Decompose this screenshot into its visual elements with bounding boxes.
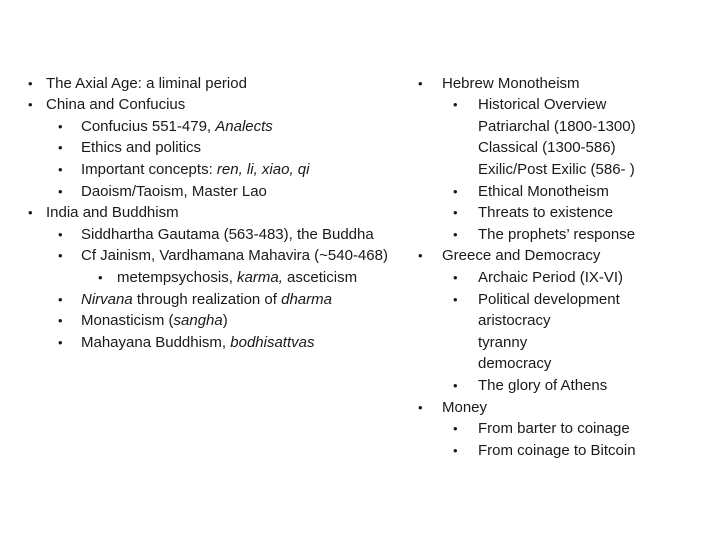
text-segment: The glory of Athens bbox=[478, 376, 608, 394]
text-segment: From coinage to Bitcoin bbox=[478, 441, 636, 459]
outline-line bbox=[478, 418, 630, 440]
bullet-marker: • bbox=[58, 334, 63, 350]
bullet-marker: • bbox=[453, 97, 458, 113]
text-segment: Historical Overview bbox=[478, 96, 607, 114]
text-segment: Mahayana Buddhism, bbox=[81, 333, 231, 351]
bullet-marker: • bbox=[98, 269, 103, 285]
outline-line bbox=[478, 94, 606, 116]
text-segment: metempsychosis, bbox=[117, 268, 238, 286]
italic-term: Nirvana bbox=[81, 290, 133, 308]
bullet-marker: • bbox=[418, 399, 423, 415]
outline-line bbox=[478, 353, 551, 375]
text-segment: Classical (1300-586) bbox=[478, 139, 616, 157]
bullet-marker: • bbox=[453, 183, 458, 199]
text-segment: ) bbox=[222, 312, 228, 330]
bullet-marker: • bbox=[58, 291, 63, 307]
text-segment: Greece and Democracy bbox=[442, 247, 601, 265]
bullet-marker: • bbox=[28, 75, 33, 91]
text-segment: The Axial Age: a liminal period bbox=[46, 74, 247, 92]
text-segment: Threats to existence bbox=[478, 204, 614, 222]
text-segment: democracy bbox=[478, 355, 552, 373]
outline-line bbox=[81, 159, 309, 181]
outline-line bbox=[442, 397, 487, 419]
outline-line bbox=[478, 159, 635, 181]
text-segment: Confucius 551-479, bbox=[81, 117, 216, 135]
bullet-marker: • bbox=[453, 442, 458, 458]
outline-line bbox=[478, 224, 635, 246]
text-segment: Money bbox=[442, 398, 488, 416]
text-segment: Political development bbox=[478, 290, 620, 308]
bullet-marker: • bbox=[453, 421, 458, 437]
text-segment: Exilic/Post Exilic (586- ) bbox=[478, 160, 635, 178]
outline-line bbox=[81, 332, 315, 354]
bullet-marker: • bbox=[28, 97, 33, 113]
bullet-marker: • bbox=[58, 248, 63, 264]
italic-term: sangha bbox=[173, 312, 223, 330]
outline-line bbox=[81, 137, 201, 159]
outline-line bbox=[478, 440, 636, 462]
text-segment: tyranny bbox=[478, 333, 528, 351]
text-segment: The prophets’ response bbox=[478, 225, 636, 243]
outline-line bbox=[442, 73, 580, 95]
text-segment: Patriarchal (1800-1300) bbox=[478, 117, 636, 135]
text-segment: Daoism/Taoism, Master Lao bbox=[81, 182, 267, 200]
text-segment: aristocracy bbox=[478, 312, 551, 330]
outline-line bbox=[478, 116, 636, 138]
outline-line bbox=[478, 202, 613, 224]
italic-term: bodhisattvas bbox=[230, 333, 315, 351]
text-segment: Ethical Monotheism bbox=[478, 182, 609, 200]
bullet-marker: • bbox=[453, 377, 458, 393]
text-segment: Ethics and politics bbox=[81, 139, 202, 157]
outline-line bbox=[81, 310, 228, 332]
text-segment: India and Buddhism bbox=[46, 204, 179, 222]
bullet-marker: • bbox=[453, 269, 458, 285]
text-segment: Important concepts: bbox=[81, 160, 217, 178]
text-segment: Hebrew Monotheism bbox=[442, 74, 580, 92]
outline-line bbox=[442, 245, 600, 267]
outline-line bbox=[478, 267, 623, 289]
bullet-marker: • bbox=[58, 140, 63, 156]
bullet-marker: • bbox=[418, 75, 423, 91]
outline-line bbox=[81, 289, 332, 311]
outline-line bbox=[81, 245, 388, 267]
outline-line bbox=[81, 224, 374, 246]
outline-line bbox=[117, 267, 357, 289]
text-segment: Siddhartha Gautama (563-483), the Buddha bbox=[81, 225, 374, 243]
bullet-marker: • bbox=[453, 205, 458, 221]
italic-term: ren, li, xiao, qi bbox=[216, 160, 310, 178]
outline-line bbox=[478, 332, 527, 354]
text-segment: China and Confucius bbox=[46, 96, 186, 114]
text-segment: Cf Jainism, Vardhamana Mahavira (~540-468) bbox=[81, 247, 388, 265]
bullet-marker: • bbox=[453, 226, 458, 242]
outline-line bbox=[46, 94, 185, 116]
outline-line bbox=[46, 73, 247, 95]
text-segment: Monasticism ( bbox=[81, 312, 174, 330]
text-segment: asceticism bbox=[282, 268, 358, 286]
outline-line bbox=[478, 137, 616, 159]
bullet-marker: • bbox=[58, 118, 63, 134]
italic-term: dharma bbox=[281, 290, 332, 308]
outline-line bbox=[81, 116, 273, 138]
italic-term: karma, bbox=[237, 268, 283, 286]
outline-line bbox=[478, 181, 609, 203]
outline-line bbox=[478, 375, 607, 397]
bullet-marker: • bbox=[28, 205, 33, 221]
bullet-marker: • bbox=[58, 226, 63, 242]
text-segment: From barter to coinage bbox=[478, 420, 630, 438]
text-segment: through realization of bbox=[132, 290, 282, 308]
bullet-marker: • bbox=[58, 183, 63, 199]
bullet-marker: • bbox=[453, 291, 458, 307]
outline-line bbox=[46, 202, 179, 224]
italic-term: Analects bbox=[215, 117, 273, 135]
outline-line bbox=[478, 310, 551, 332]
outline-line bbox=[81, 181, 267, 203]
bullet-marker: • bbox=[418, 248, 423, 264]
outline-line bbox=[478, 289, 620, 311]
bullet-marker: • bbox=[58, 161, 63, 177]
bullet-marker: • bbox=[58, 313, 63, 329]
text-segment: Archaic Period (IX-VI) bbox=[478, 268, 624, 286]
